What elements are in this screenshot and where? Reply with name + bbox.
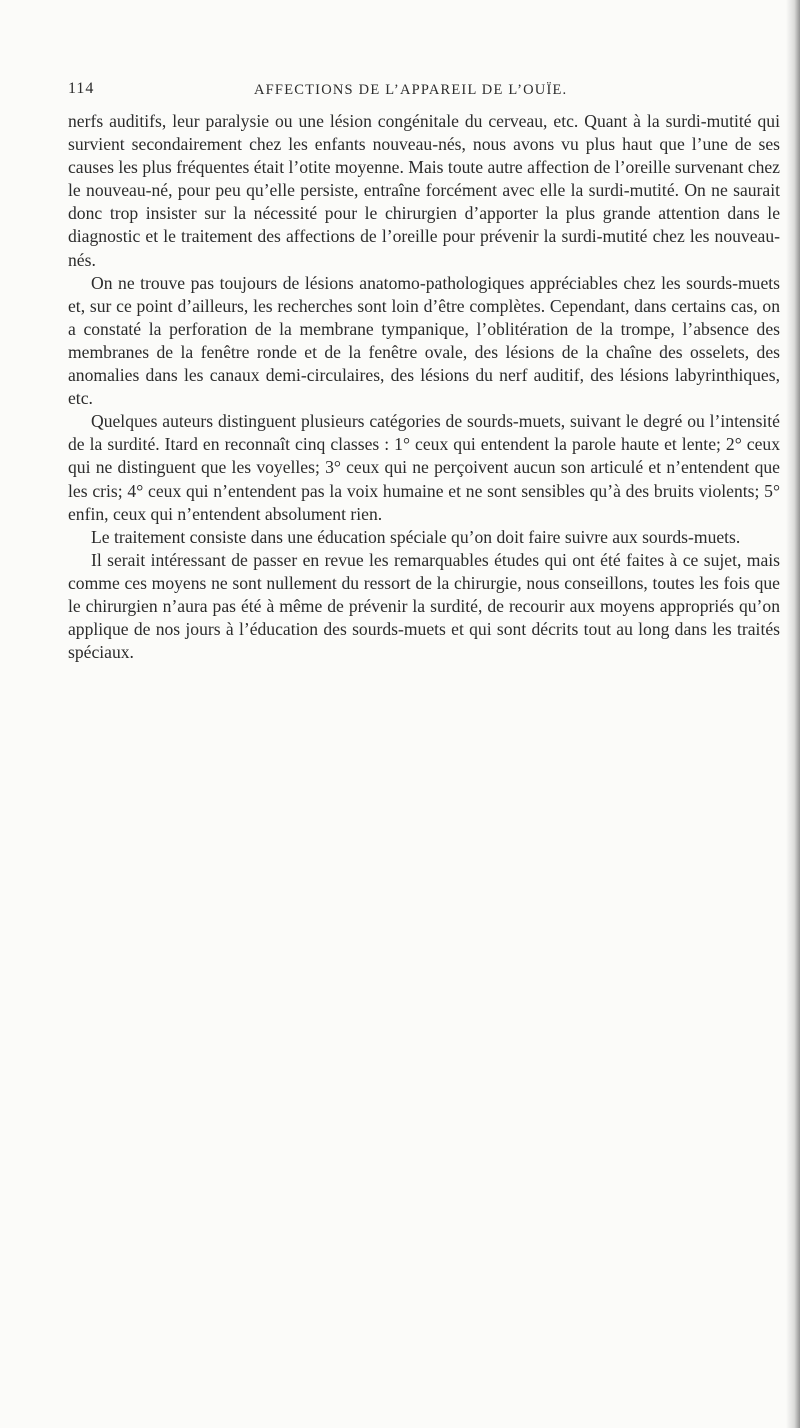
paragraph-treatment: Le traitement consiste dans une éducation spéciale qu’on doit faire suivre aux sourds-muets. bbox=[91, 526, 741, 547]
paragraph-lesions: On ne trouve pas toujours de lésions anatomo-pathologiques appréciables chez les sourds-muets et, sur ce point d’ailleurs, les recherches sont loin d’être complètes. Cependant, dans certains cas, on a constaté la perforation de la membrane tympanique, l’oblitération de la trompe, l’absence des membranes de la fenêtre ronde et de la fenêtre ovale, des lésions de la chaîne des osselets, des anomalies dans les canaux demi-circulaires, des lésions du nerf auditif, des lésions labyrinthiques, etc. bbox=[68, 272, 780, 409]
page-number: 114 bbox=[68, 80, 95, 97]
body-text bbox=[68, 110, 780, 664]
page-header bbox=[68, 80, 768, 104]
paragraph-education: Il serait intéressant de passer en revue les remarquables études qui ont été faites à ce sujet, mais comme ces moyens ne sont nullement du ressort de la chirurgie, nous conseillons, toutes les fois que le chirurgien n’aura pas été à même de prévenir la surdité, de recourir aux moyens appropriés qu’on applique de nos jours à l’éducation des sourds-muets et qui sont décrits tout au long dans les traités spéciaux. bbox=[68, 549, 780, 663]
page-edge-shadow bbox=[786, 0, 800, 1428]
running-title: AFFECTIONS DE L’APPAREIL DE L’OUÏE. bbox=[254, 82, 568, 98]
paragraph-continuation: nerfs auditifs, leur paralysie ou une lésion congénitale du cerveau, etc. Quant à la surdi-mutité qui survient secondairement chez les enfants nouveau-nés, nous avons vu plus haut que l’une de ses causes les plus fréquentes était l’otite moyenne. Mais toute autre affection de l’oreille survenant chez le nouveau-né, pour peu qu’elle persiste, entraîne forcément avec elle la surdi-mutité. On ne saurait donc trop insister sur la nécessité pour le chirurgien d’apporter la plus grande attention dans le diagnostic et le traitement des affections de l’oreille pour prévenir la surdi-mutité chez les nouveau-nés. bbox=[68, 111, 780, 270]
paragraph-categories: Quelques auteurs distinguent plusieurs catégories de sourds-muets, suivant le degré ou l’intensité de la surdité. Itard en reconnaît cinq classes : 1° ceux qui entendent la parole haute et lente; 2° ceux qui ne distinguent que les voyelles; 3° ceux qui ne perçoivent aucun son articulé et n’entendent que les cris; 4° ceux qui n’entendent pas la voix humaine et ne sont sensibles qu’à des bruits violents; 5° enfin, ceux qui n’entendent absolument rien. bbox=[68, 411, 780, 524]
